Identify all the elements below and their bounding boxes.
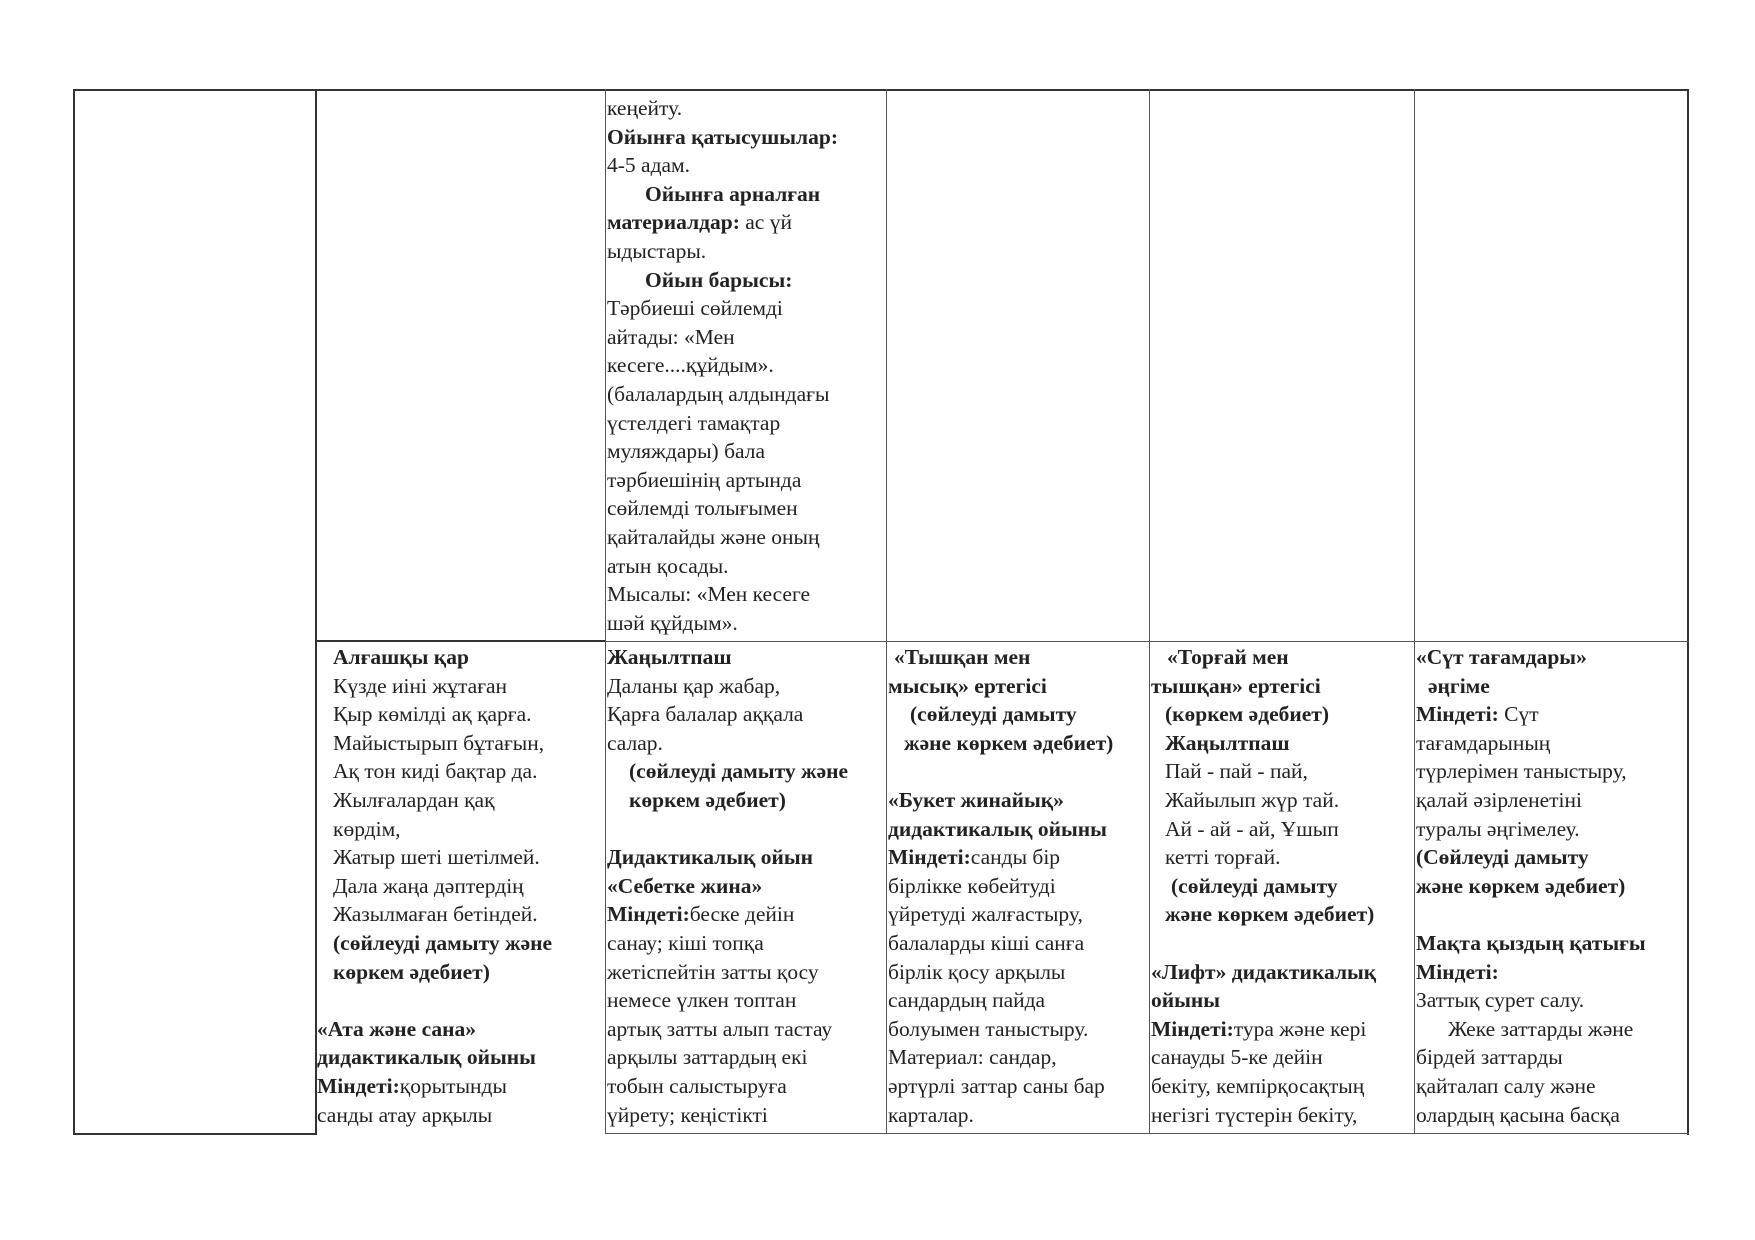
text-line: (сөйлеуді дамыту және (333, 930, 553, 955)
text-label: Міндеті: (1416, 702, 1499, 727)
text-line: Қарға балалар аққала (607, 702, 804, 727)
text-line: үйретуді жалғастыру, (888, 902, 1083, 927)
text-line: шәй құйдым». (607, 610, 738, 635)
blank-line (1151, 929, 1414, 958)
text-line: (балалардың алдындағы (607, 381, 830, 406)
text-line: Ойын барысы: (645, 267, 793, 292)
blank-line (607, 815, 886, 844)
text-value: тура және кері (1233, 1016, 1367, 1041)
text-line: артық затты алып тастау (607, 1016, 833, 1041)
text-line: санау; кіші топқа (607, 930, 764, 955)
text-line: жетіспейтін затты қосу (607, 959, 819, 984)
blank-line (317, 986, 605, 1015)
text-line: кетті торғай. (1165, 845, 1281, 870)
text-line: кеңейту. (607, 96, 683, 120)
text-line: мысық» ертегісі (888, 673, 1047, 698)
text-line: карталар. (888, 1102, 974, 1127)
text-line: болуымен таныстыру. (888, 1016, 1089, 1041)
text-line: тағамдарының (1416, 730, 1551, 755)
text-line: айтады: «Мен (607, 324, 735, 349)
text-line: үстелдегі тамақтар (607, 410, 781, 435)
text-line: қайталап салу және (1416, 1073, 1596, 1098)
text-line: «Букет жинайық» (888, 787, 1064, 812)
text-line: туралы әңгімелеу. (1416, 816, 1580, 841)
text-line: түрлерімен таныстыру, (1416, 759, 1627, 784)
text-label: Міндеті: (1151, 1016, 1234, 1041)
text-line: Пай - пай - пай, (1165, 759, 1308, 784)
text-line: бірдей заттарды (1416, 1045, 1563, 1070)
text-line: Майыстырып бұтағын, (333, 730, 545, 755)
text-line: «Лифт» дидактикалық (1151, 959, 1377, 984)
text-line: Ойынға қатысушылар: (607, 124, 838, 149)
text-line: Даланы қар жабар, (607, 673, 781, 698)
text-line: немесе үлкен топтан (607, 988, 797, 1013)
text-line: «Тышқан мен (894, 645, 1031, 669)
text-line: әртүрлі заттар саны бар (888, 1073, 1105, 1098)
text-line: қайталайды және оның (607, 524, 820, 549)
text-line: Тәрбиеші сөйлемді (607, 296, 783, 321)
text-line: және көркем әдебиет) (1416, 873, 1626, 898)
text-line: және көркем әдебиет) (1165, 902, 1375, 927)
text-line: «Ата және сана» (317, 1016, 477, 1041)
text-line: сандардың пайда (888, 988, 1046, 1013)
text-line: Жылғалардан қақ (333, 787, 495, 812)
text-line: көрдім, (333, 816, 401, 841)
text-line: атын қосады. (607, 553, 729, 578)
text-value: Сүт (1498, 702, 1539, 727)
text-line: Жаңылтпаш (607, 645, 732, 669)
text-line: салар. (607, 730, 663, 755)
table-col1-bottom (73, 1133, 317, 1135)
bottom-col2-cell (317, 643, 605, 1129)
table-border-right (1687, 89, 1689, 1135)
text-line: тышқан» ертегісі (1151, 673, 1321, 698)
text-line: Ай - ай - ай, Ұшып (1165, 816, 1339, 841)
text-line: сөйлемді толығымен (607, 496, 798, 521)
text-line: Мақта қыздың қатығы (1416, 930, 1646, 955)
text-line: бірлік қосу арқылы (888, 959, 1066, 984)
blank-line (1416, 900, 1687, 929)
text-line: және көркем әдебиет) (904, 730, 1114, 755)
text-line: Жазылмаған бетіндей. (333, 902, 538, 927)
text-line: арқылы заттардың екі (607, 1045, 808, 1070)
text-line: Жаңылтпаш (1165, 730, 1290, 755)
table-bottom-line (606, 1133, 1689, 1134)
text-line: Қыр көмілді ақ қарға. (333, 702, 532, 727)
text-line: Материал: сандар, (888, 1045, 1057, 1070)
text-line: әңгіме (1428, 673, 1490, 698)
column-divider-4 (1149, 89, 1150, 1134)
column-divider-5 (1414, 89, 1415, 1134)
text-line: Міндеті: (1416, 959, 1499, 984)
blank-line (888, 757, 1149, 786)
text-line: көркем әдебиет) (333, 959, 490, 984)
column-divider-2 (605, 89, 606, 1134)
text-line: санауды 5-ке дейін (1151, 1045, 1323, 1070)
text-value: ас үй (739, 210, 792, 235)
text-line: көркем әдебиет) (629, 787, 786, 812)
table-border-left (73, 89, 75, 1135)
text-label: материалдар: (607, 210, 740, 235)
text-line: дидактикалық ойыны (888, 816, 1107, 841)
text-line: «Торғай мен (1167, 645, 1289, 669)
text-line: (көркем әдебиет) (1165, 702, 1330, 727)
row-divider (605, 641, 1689, 642)
text-line: «Сүт тағамдары» (1416, 645, 1587, 669)
text-line: дидактикалық ойыны (317, 1045, 536, 1070)
text-line: Жайылып жүр тай. (1165, 787, 1340, 812)
row-divider-col2 (315, 640, 606, 642)
text-line: Заттық сурет салу. (1416, 988, 1585, 1013)
text-label: Міндеті: (607, 902, 690, 927)
text-line: Жеке заттарды және (1448, 1016, 1634, 1041)
bottom-col5-cell (1151, 643, 1414, 1129)
text-line: Мысалы: «Мен кесеге (607, 582, 811, 607)
text-line: Ойынға арналған (645, 181, 821, 206)
text-line: Ақ тон киді бақтар да. (333, 759, 538, 784)
text-line: негізгі түстерін бекіту, (1151, 1102, 1358, 1127)
text-line: (Сөйлеуді дамыту (1416, 845, 1589, 870)
text-line: олардың қасына басқа (1416, 1102, 1620, 1127)
text-line: санды атау арқылы (317, 1102, 493, 1127)
text-line: (сөйлеуді дамыту (1171, 873, 1338, 898)
text-line: Алғашқы қар (333, 645, 469, 669)
text-line (607, 900, 886, 929)
text-line: ыдыстары. (607, 238, 707, 263)
text-line (1416, 700, 1687, 729)
column-divider-3 (886, 89, 887, 1134)
text-label: Міндеті: (888, 845, 971, 870)
text-line (888, 843, 1149, 872)
text-line: муляждары) бала (607, 439, 766, 464)
bottom-col3-cell (607, 643, 886, 1129)
text-value: қорытынды (399, 1073, 507, 1098)
text-line (607, 208, 886, 237)
text-line: тәрбиешінің артында (607, 467, 802, 492)
text-line: балаларды кіші санға (888, 930, 1085, 955)
text-line: бірлікке көбейтуді (888, 873, 1056, 898)
text-line: (сөйлеуді дамыту (910, 702, 1077, 727)
top-col3-cell (607, 94, 886, 637)
text-line (317, 1072, 605, 1101)
text-label: Міндеті: (317, 1073, 400, 1098)
text-line: (сөйлеуді дамыту және (629, 759, 849, 784)
text-line: Дидактикалық ойын (607, 845, 814, 870)
bottom-col4-cell (888, 643, 1149, 1129)
text-line: «Себетке жина» (607, 873, 763, 898)
text-line: қалай әзірленетіні (1416, 787, 1582, 812)
text-line: бекіту, кемпірқосақтың (1151, 1073, 1365, 1098)
text-line: тобын салыстыруға (607, 1073, 787, 1098)
text-line: Күзде иіні жұтаған (333, 673, 508, 698)
text-value: санды бір (970, 845, 1061, 870)
bottom-col6-cell (1416, 643, 1687, 1129)
text-line (1151, 1015, 1414, 1044)
text-line: ойыны (1151, 988, 1221, 1013)
text-value: беске дейін (689, 902, 795, 927)
text-line: Жатыр шеті шетілмей. (333, 845, 540, 870)
text-line: 4-5 адам. (607, 153, 691, 178)
text-line: үйрету; кеңістікті (607, 1102, 768, 1127)
text-line: Дала жаңа дәптердің (333, 873, 524, 898)
text-line: кесеге....құйдым». (607, 353, 774, 378)
